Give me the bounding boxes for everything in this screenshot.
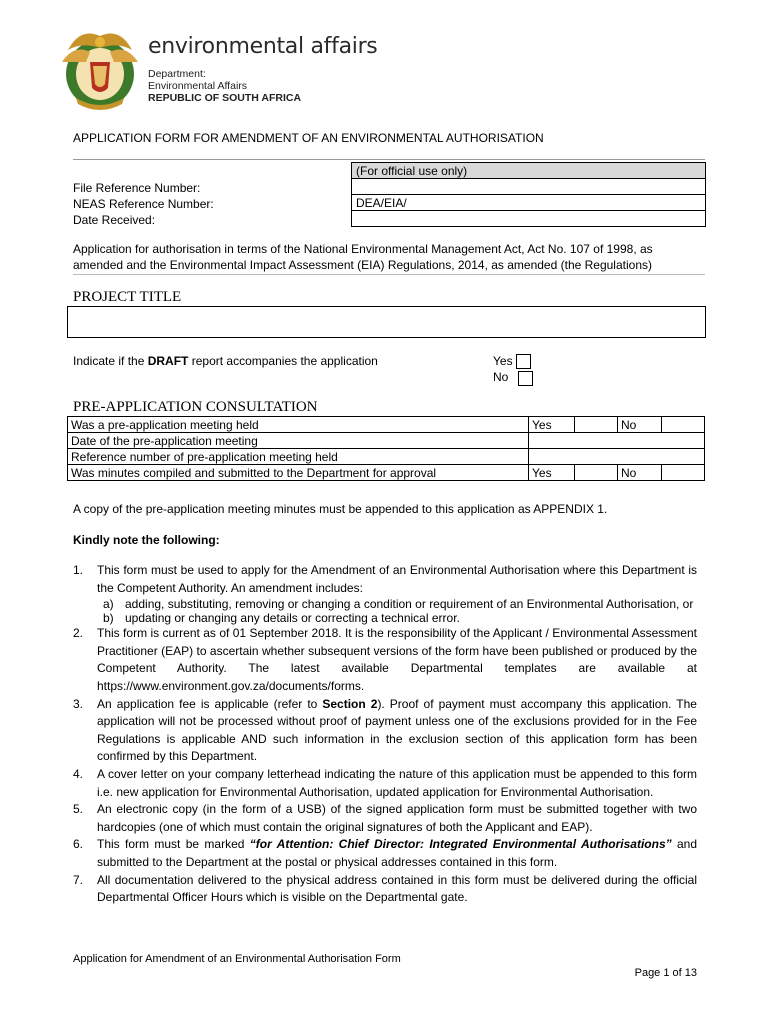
preapp-date-field[interactable] [529, 433, 705, 449]
date-received-field[interactable] [352, 211, 706, 227]
preapp-yes-cell[interactable] [575, 417, 618, 433]
date-received-label: Date Received: [73, 213, 156, 227]
table-row [68, 465, 705, 481]
file-reference-label: File Reference Number: [73, 181, 201, 195]
logo-department-name: Environmental Affairs [148, 80, 248, 92]
minutes-no-label: No [618, 465, 662, 481]
preapp-yes-label: Yes [529, 417, 575, 433]
intro-text: Application for authorisation in terms of the National Environmental Management Act, Act No. 107 of 1998, as amended and the Environmental Impact Assessment (EIA) Regulations, 2014, as amended (the Regulations) [73, 242, 653, 272]
divider [73, 159, 705, 160]
preapp-no-label: No [618, 417, 662, 433]
neas-reference-label: NEAS Reference Number: [73, 197, 214, 211]
preapp-date-label: Date of the pre-application meeting [68, 433, 529, 449]
draft-yes-checkbox[interactable] [516, 354, 531, 369]
kindly-note-heading: Kindly note the following: [73, 533, 220, 547]
logo-department-label: Department: [148, 68, 206, 80]
form-title: APPLICATION FORM FOR AMENDMENT OF AN ENVIRONMENTAL AUTHORISATION [73, 131, 544, 145]
preapp-minutes-label: Was minutes compiled and submitted to the Department for approval [68, 465, 529, 481]
list-item: 4. A cover letter on your company letterhead indicating the nature of this application must be appended to this form i.e. new application for Environmental Authorisation, updated application for Environmental Authorisation. [73, 766, 697, 799]
list-item: 2. This form is current as of 01 September 2018. It is the responsibility of the Applicant / Environmental Assessment Practitioner (EAP) to ascertain whether subsequent versions of the form have been published or produced by the Competent Authority. The latest available Departmental templates are available at https://www.environment.gov.za/documents/forms. [73, 626, 697, 693]
minutes-yes-cell[interactable] [575, 465, 618, 481]
table-row [68, 433, 705, 449]
minutes-no-cell[interactable] [662, 465, 705, 481]
file-reference-field[interactable] [352, 179, 706, 195]
preapp-reference-field[interactable] [529, 449, 705, 465]
list-item: 6. This form must be marked “for Attention: Chief Director: Integrated Environmental Authorisations” and submitted to the Department at the postal or physical addresses contained in this form. [73, 837, 697, 869]
table-row [68, 417, 705, 433]
neas-reference-field[interactable]: DEA/EIA/ [352, 195, 706, 211]
notes-list [73, 562, 697, 907]
appendix-note: A copy of the pre-application meeting minutes must be appended to this application as APPENDIX 1. [73, 502, 608, 516]
draft-no-checkbox[interactable] [518, 371, 533, 386]
logo-title: environmental affairs [148, 34, 378, 59]
list-item: 3. An application fee is applicable (refer to Section 2). Proof of payment must accompany this application. The application will not be processed without proof of payment unless one of the exclusions provided for in the Fee Regulations is applicable AND such information in the exclusion section of this application form has been confirmed by this Department. [73, 696, 697, 764]
draft-question: Indicate if the DRAFT report accompanies the application [73, 354, 378, 368]
preapp-no-cell[interactable] [662, 417, 705, 433]
divider [73, 274, 705, 275]
project-title-heading: PROJECT TITLE [73, 289, 182, 305]
footer-title: Application for Amendment of an Environmental Authorisation Form [73, 953, 401, 965]
preapp-table [67, 416, 705, 481]
official-use-table [351, 162, 706, 227]
coat-of-arms-icon [60, 22, 140, 112]
draft-yes-option[interactable]: Yes [493, 353, 533, 369]
project-title-input[interactable] [67, 306, 706, 338]
page-number: Page 1 of 13 [634, 967, 697, 979]
table-row [68, 449, 705, 465]
preapp-meeting-held-label: Was a pre-application meeting held [68, 417, 529, 433]
draft-no-option[interactable]: No [493, 369, 533, 385]
preapp-reference-label: Reference number of pre-application meeting held [68, 449, 529, 465]
list-item: 1. This form must be used to apply for the Amendment of an Environmental Authorisation where this Department is the Competent Authority. An amendment includes: a) adding, substituting, removing or changing a condition or requirement of an Environmental Authorisation, or b) updating or changing any details or correcting a technical error. [73, 563, 697, 626]
minutes-yes-label: Yes [529, 465, 575, 481]
logo-country: REPUBLIC OF SOUTH AFRICA [148, 92, 302, 104]
list-item: 5. An electronic copy (in the form of a USB) of the signed application form must be submitted together with two hardcopies (one of which must contain the original signatures of both the Applicant and EAP). [73, 802, 697, 834]
list-item: 7. All documentation delivered to the physical address contained in this form must be delivered during the official Departmental Officer Hours which is visible on the Departmental gate. [73, 872, 697, 905]
preapp-heading: PRE-APPLICATION CONSULTATION [73, 399, 318, 415]
official-use-header: (For official use only) [352, 163, 706, 179]
